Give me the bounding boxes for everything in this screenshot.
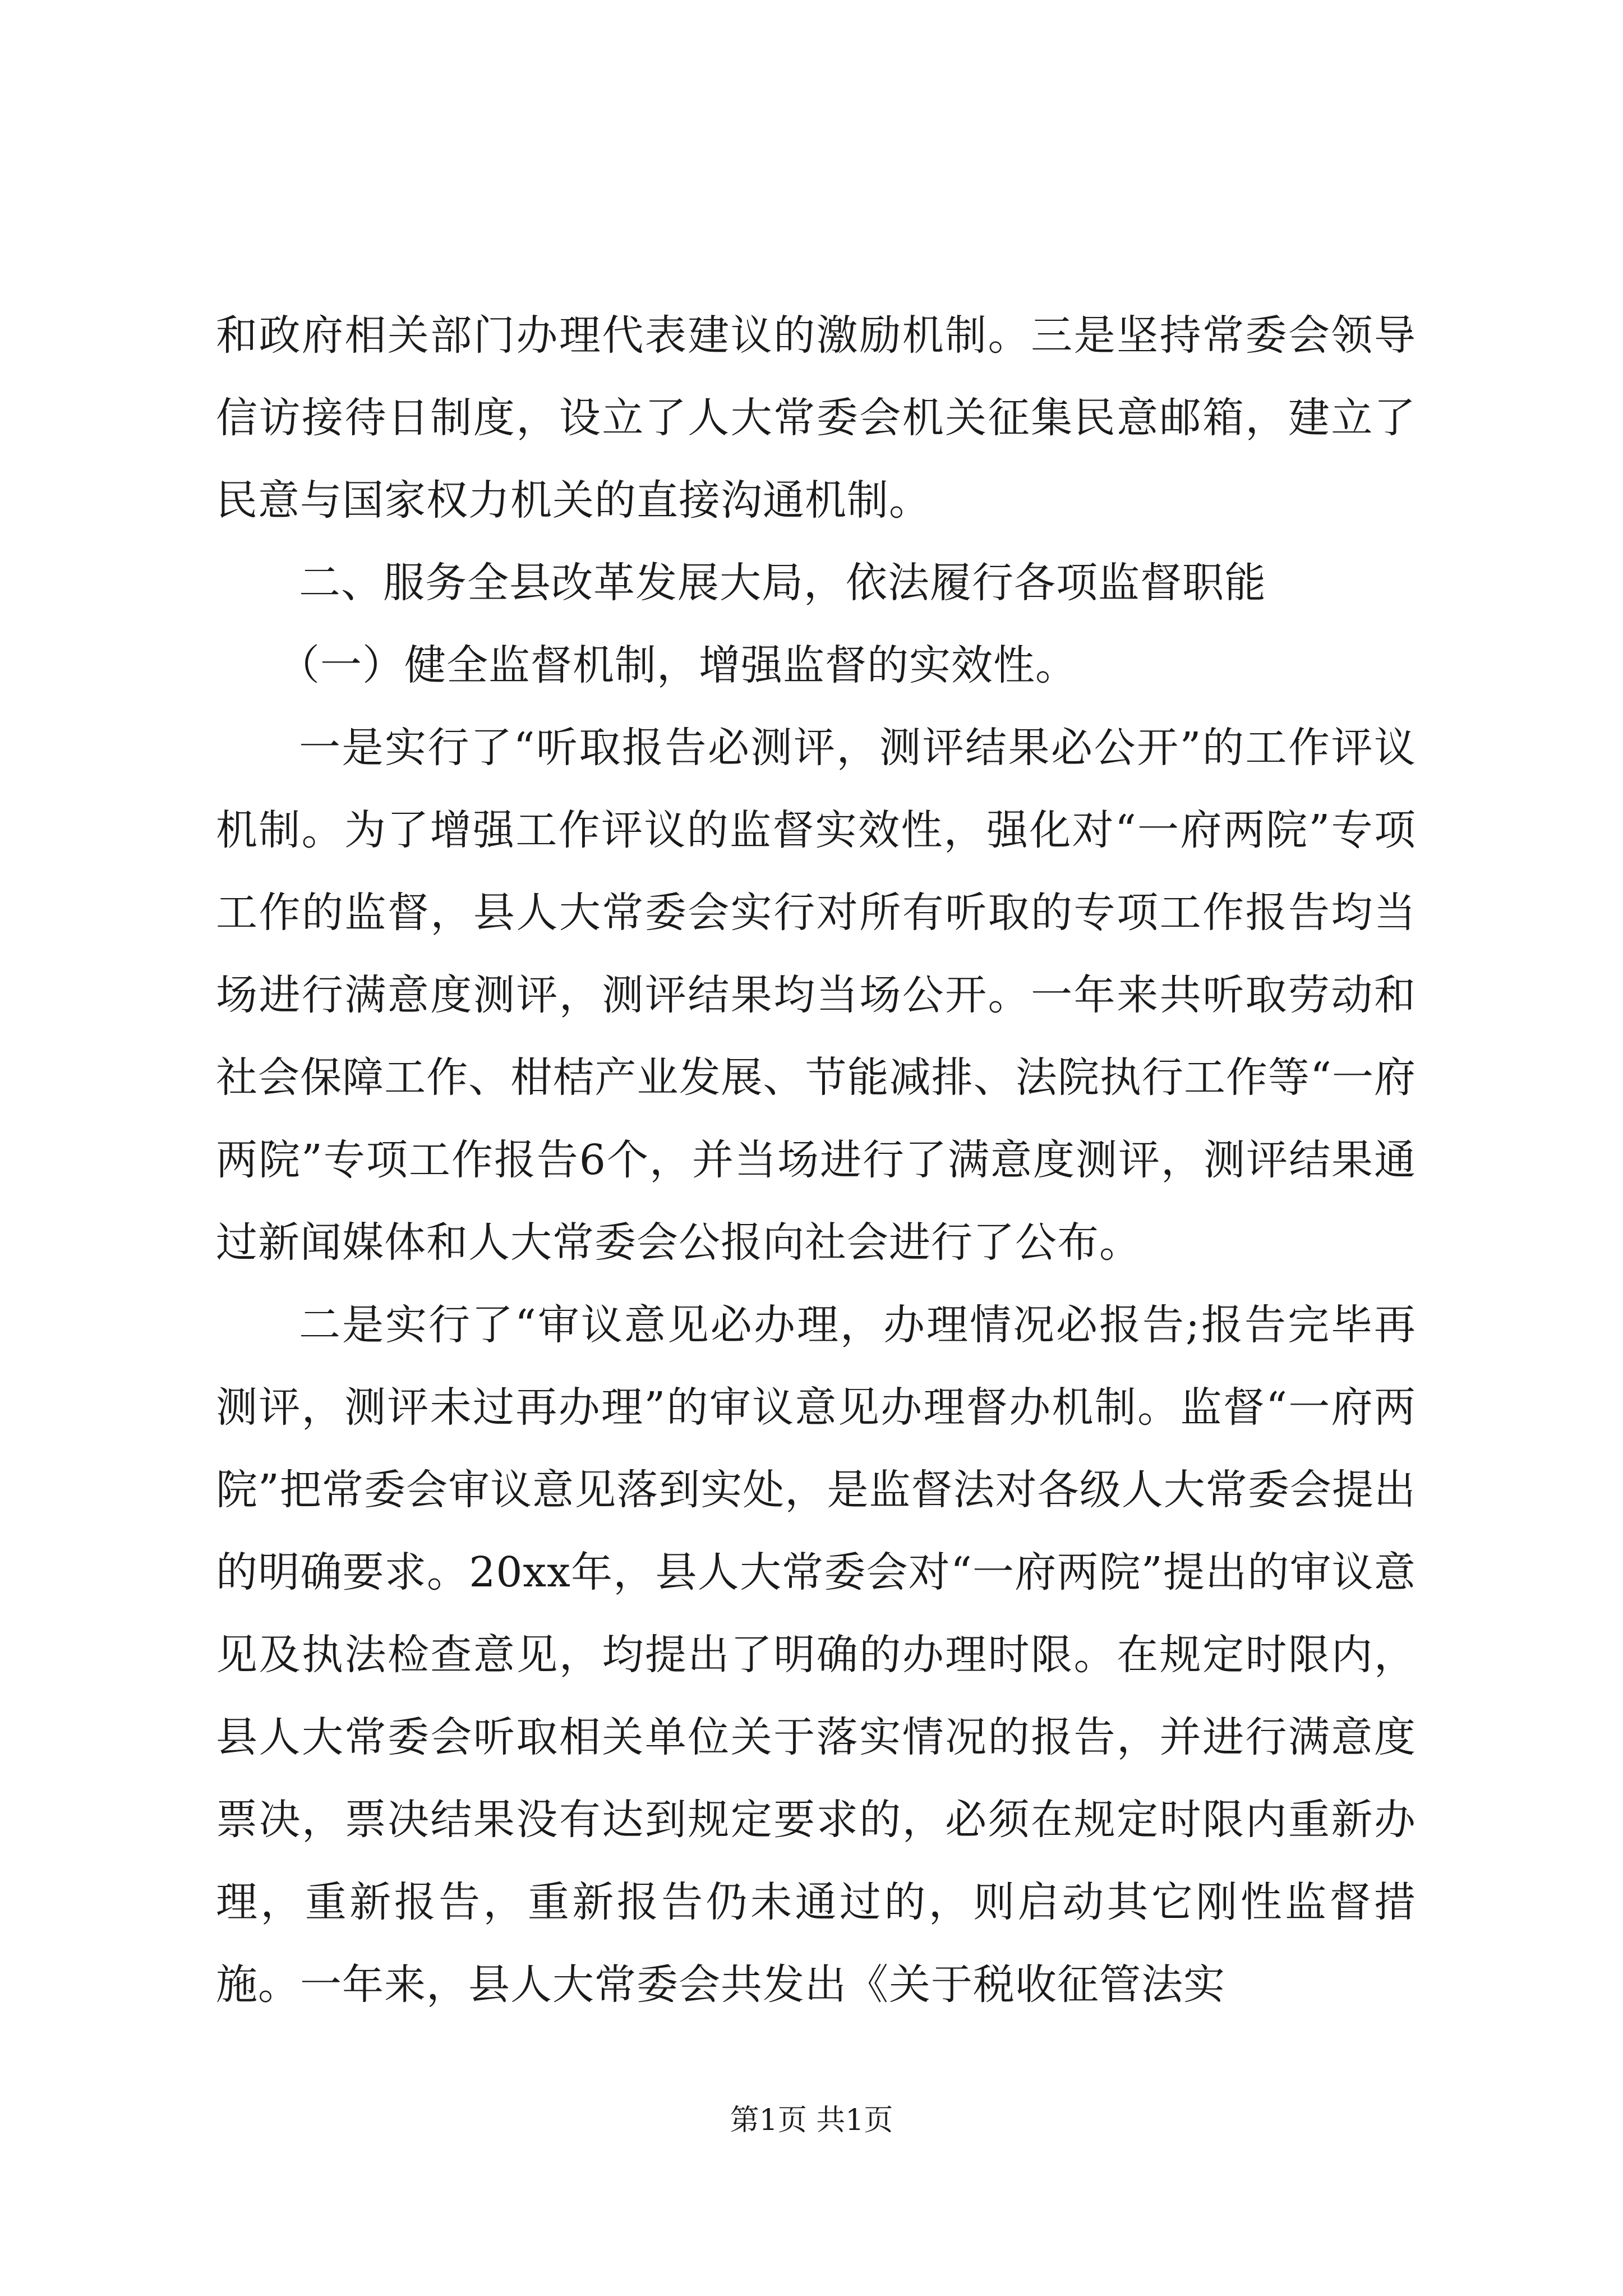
paragraph-second-mechanism: 二是实行了“审议意见必办理，办理情况必报告;报告完毕再测评，测评未过再办理”的审议意见办理督办机制。监督“一府两院”把常委会审议意见落到实处，是监督法对各级人大常委会提出的明确要求。20xx年，县人大常委会对“一府两院”提出的审议意见及执法检查意见，均提出了明确的办理时限。在规定时限内，县人大常委会听取相关单位关于落实情况的报告，并进行满意度票决，票决结果没有达到规定要求的，必须在规定时限内重新办理，重新报告，重新报告仍未通过的，则启动其它刚性监督措施。一年来，县人大常委会共发出《关于税收征管法实: [216, 1301, 1416, 2009]
paragraph-continuation: 和政府相关部门办理代表建议的激励机制。三是坚持常委会领导信访接待日制度，设立了人大常委会机关征集民意邮箱，建立了民意与国家权力机关的直接沟通机制。: [216, 311, 1416, 524]
paragraph-first-mechanism: 一是实行了“听取报告必测评，测评结果必公开”的工作评议机制。为了增强工作评议的监督实效性，强化对“一府两院”专项工作的监督，县人大常委会实行对所有听取的专项工作报告均当场进行满意度测评，测评结果均当场公开。一年来共听取劳动和社会保障工作、柑桔产业发展、节能减排、法院执行工作等“一府两院”专项工作报告6个，并当场进行了满意度测评，测评结果通过新闻媒体和人大常委会公报向社会进行了公布。: [216, 724, 1416, 1267]
page-footer: 第1页 共1页: [730, 2104, 893, 2137]
document-body: [216, 295, 1416, 2026]
section-heading: 二、服务全县改革发展大局，依法履行各项监督职能: [299, 559, 1266, 607]
subsection-heading: （一）健全监督机制，增强监督的实效性。: [278, 641, 1077, 689]
